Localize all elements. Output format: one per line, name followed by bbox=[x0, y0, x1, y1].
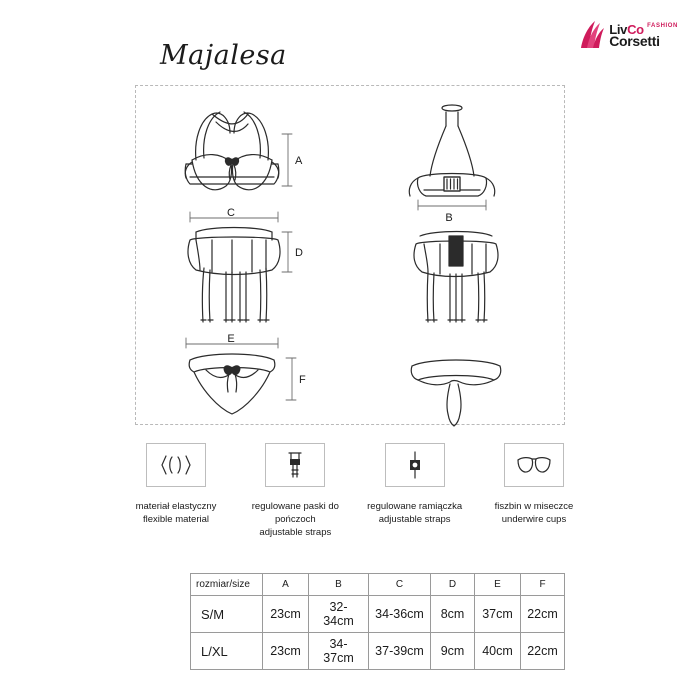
table-header-c: C bbox=[369, 574, 431, 596]
cell-d: 8cm bbox=[431, 596, 475, 633]
brand-name-liv: Liv bbox=[609, 21, 628, 37]
cell-e: 40cm bbox=[475, 633, 521, 670]
table-row bbox=[191, 596, 565, 633]
brand-name-corsetti: Corsetti bbox=[609, 32, 660, 49]
feature-caption-en: adjustable straps bbox=[378, 513, 451, 525]
cell-b: 32-34cm bbox=[309, 596, 369, 633]
dimension-label-A: A bbox=[295, 155, 303, 167]
brand-fashion-text: FASHION bbox=[647, 22, 678, 29]
cell-a: 23cm bbox=[263, 633, 309, 670]
feature-adjustable-shoulder-straps bbox=[359, 443, 471, 539]
cell-e: 37cm bbox=[475, 596, 521, 633]
dimension-label-B: B bbox=[445, 212, 453, 224]
feature-caption bbox=[120, 501, 232, 527]
brand-logo bbox=[568, 16, 678, 54]
feature-elastic-material bbox=[120, 443, 232, 539]
cell-d: 9cm bbox=[431, 633, 475, 670]
feature-adjustable-stocking-straps bbox=[239, 443, 351, 539]
adjustable-stocking-strap-icon bbox=[275, 450, 315, 480]
brand-name-co: Co bbox=[627, 21, 644, 37]
wing-logo-icon bbox=[579, 20, 605, 50]
feature-list bbox=[120, 443, 590, 539]
dimension-label-E: E bbox=[227, 333, 235, 345]
dimension-label-C: C bbox=[227, 207, 235, 219]
cell-f: 22cm bbox=[521, 633, 565, 670]
row-size-label: S/M bbox=[191, 596, 263, 633]
cell-b: 34-37cm bbox=[309, 633, 369, 670]
cell-c: 37-39cm bbox=[369, 633, 431, 670]
table-header-size: rozmiar/size bbox=[191, 574, 263, 596]
table-row bbox=[191, 633, 565, 670]
feature-caption-pl: materiał elastyczny bbox=[135, 501, 217, 512]
table-header-b: B bbox=[309, 574, 369, 596]
size-table bbox=[190, 573, 565, 670]
feature-underwire-cups bbox=[478, 443, 590, 539]
page-title: Majalesa bbox=[160, 40, 287, 71]
illustration-frame bbox=[135, 85, 565, 425]
feature-caption-en: adjustable straps bbox=[259, 526, 332, 538]
table-header-d: D bbox=[431, 574, 475, 596]
feature-icon-box bbox=[265, 443, 325, 487]
elastic-material-icon bbox=[156, 452, 196, 478]
feature-caption-en: underwire cups bbox=[501, 513, 567, 525]
feature-caption bbox=[478, 501, 590, 527]
underwire-cup-icon bbox=[513, 452, 555, 478]
table-header-a: A bbox=[263, 574, 309, 596]
feature-caption-pl: regulowane paski do pończoch bbox=[251, 501, 339, 525]
feature-caption bbox=[239, 501, 351, 539]
feature-icon-box bbox=[504, 443, 564, 487]
cell-a: 23cm bbox=[263, 596, 309, 633]
feature-caption bbox=[359, 501, 471, 527]
feature-icon-box bbox=[146, 443, 206, 487]
cell-c: 34-36cm bbox=[369, 596, 431, 633]
dimension-label-F: F bbox=[299, 374, 306, 386]
table-header-e: E bbox=[475, 574, 521, 596]
feature-icon-box bbox=[385, 443, 445, 487]
row-size-label: L/XL bbox=[191, 633, 263, 670]
feature-caption-pl: fiszbin w miseczce bbox=[494, 501, 574, 512]
adjustable-shoulder-strap-icon bbox=[395, 450, 435, 480]
table-header-row bbox=[191, 574, 565, 596]
feature-caption-en: flexible material bbox=[143, 513, 209, 525]
dimension-label-D: D bbox=[295, 247, 303, 259]
table-header-f: F bbox=[521, 574, 565, 596]
feature-caption-pl: regulowane ramiączka bbox=[367, 501, 463, 512]
cell-f: 22cm bbox=[521, 596, 565, 633]
